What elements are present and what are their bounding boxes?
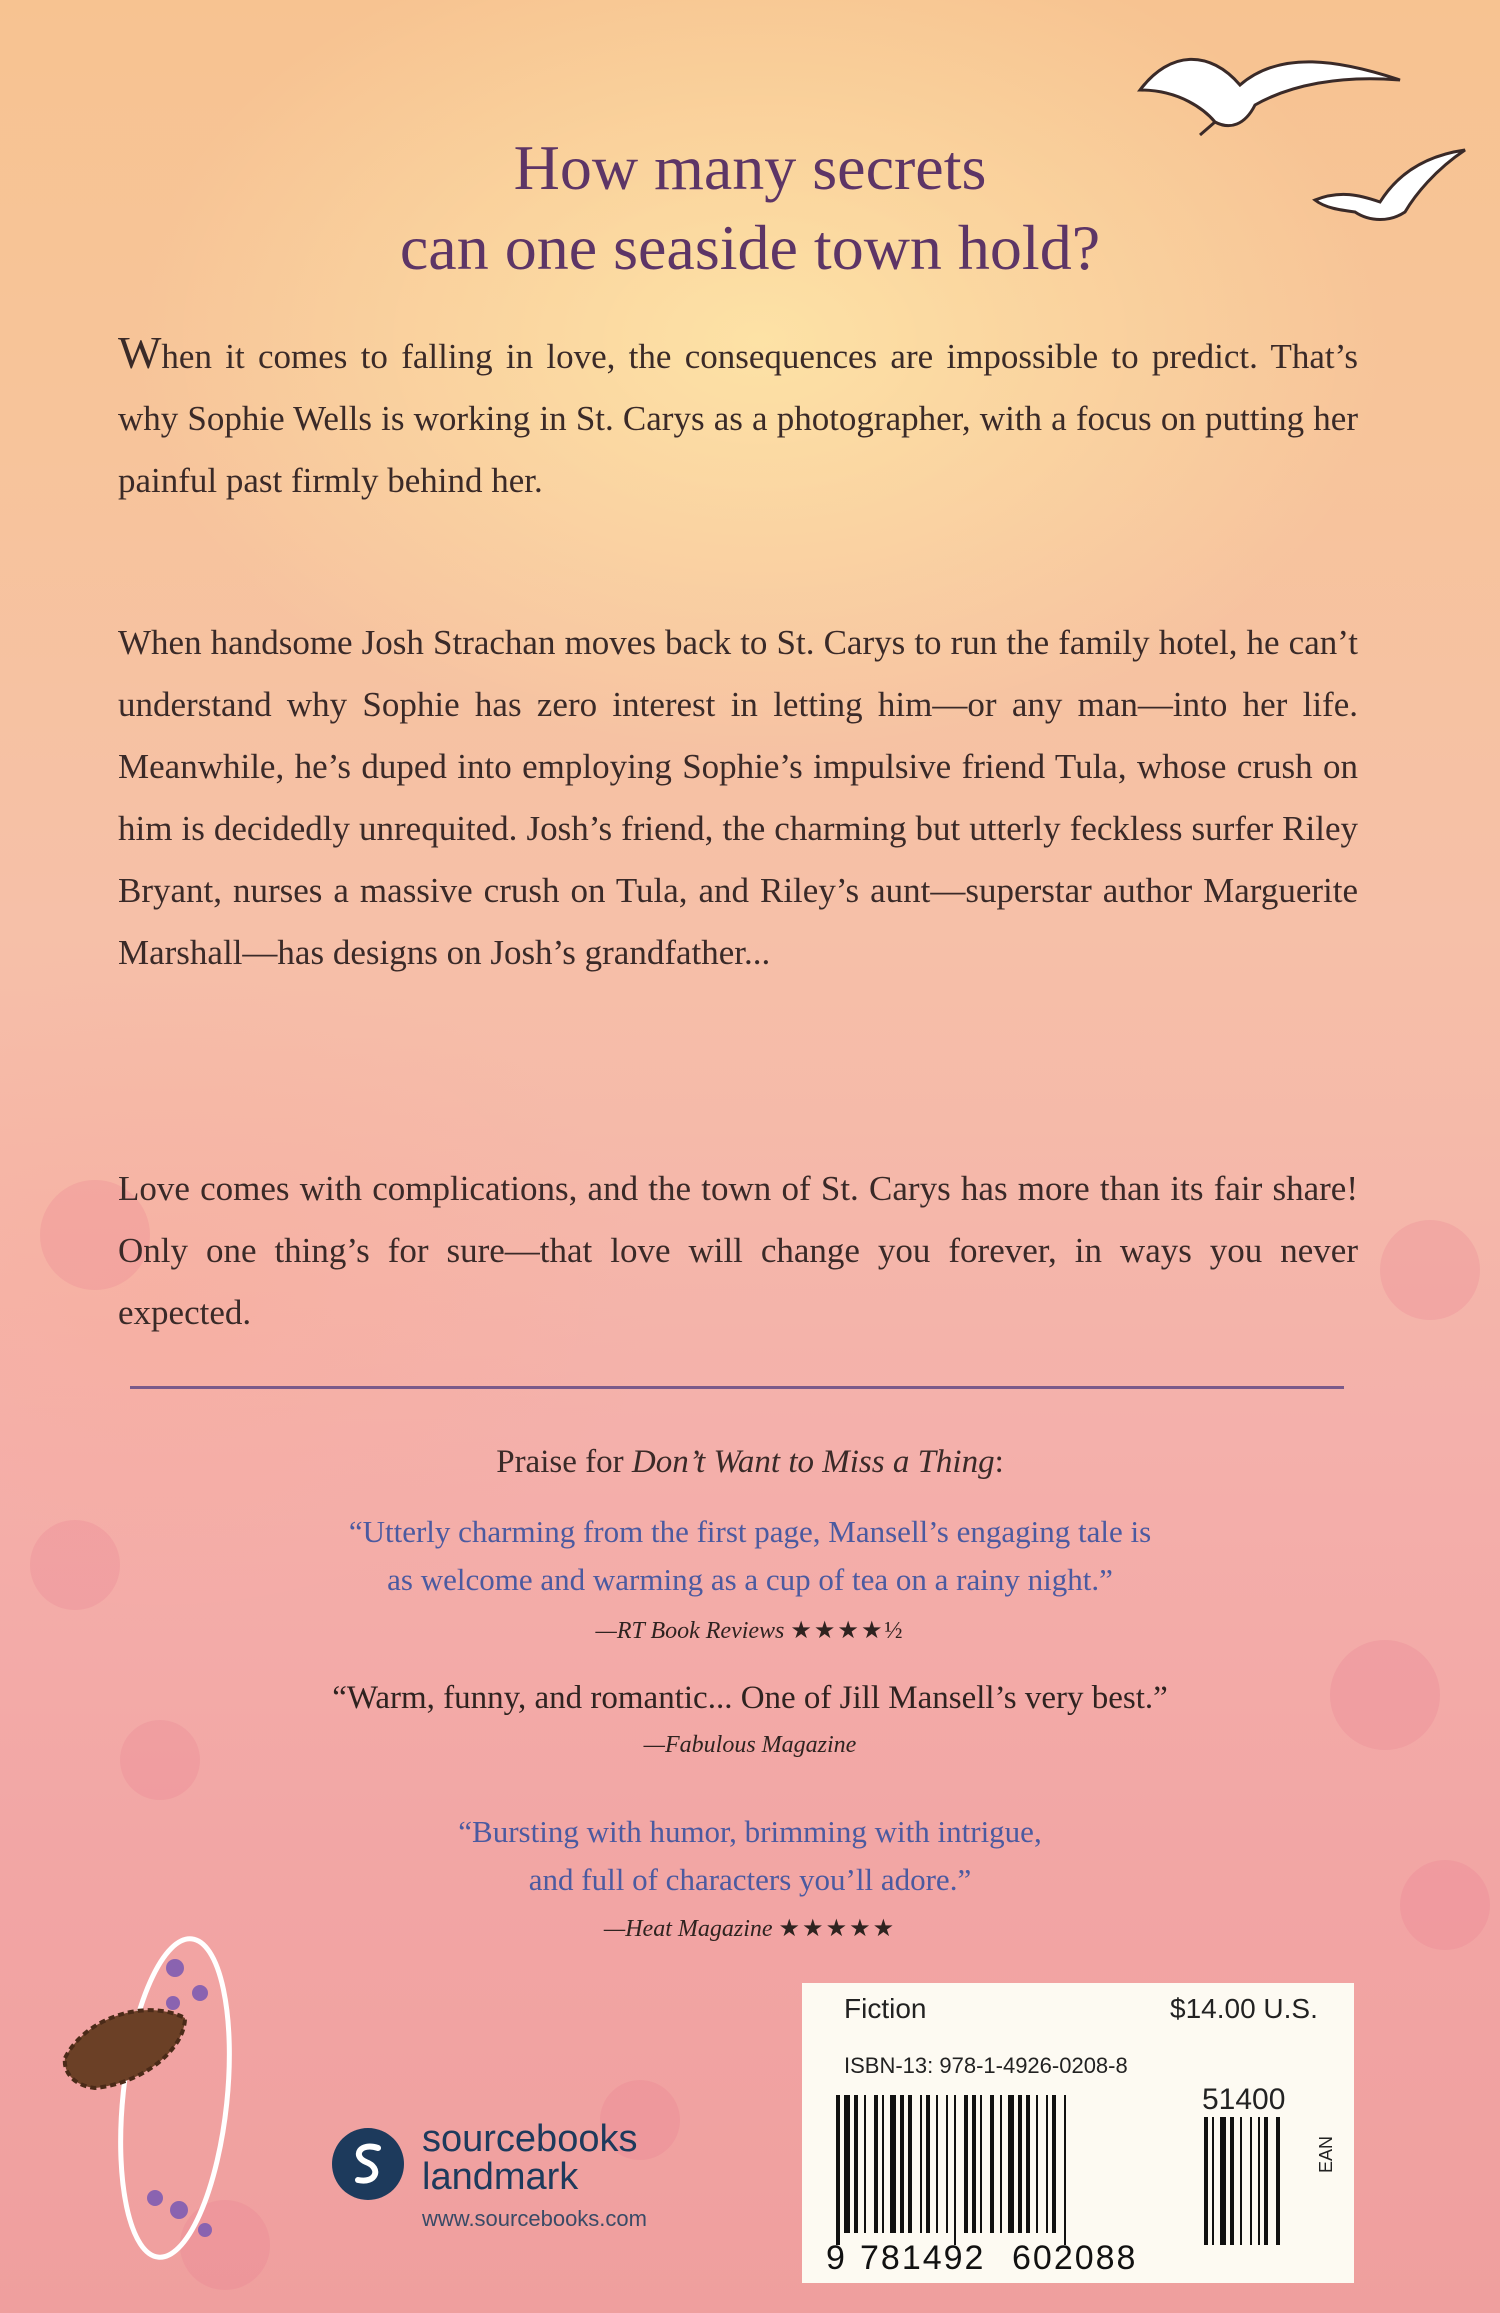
blurb-paragraph-2: When handsome Josh Strachan moves back to St. Carys to run the family hotel, he can’t understand why Sophie has zero interest in letting him—or any man—into her life. Meanwhile, he’s duped into employing Sophie’s impulsive friend Tula, whose crush on him is decidedly unrequited. Josh’s friend, the charming but utterly feckless surfer Riley Bryant, nurses a massive crush on Tula, and Riley’s aunt—superstar author Marguerite Marshall—has designs on Josh’s grandfather...: [118, 623, 1358, 972]
barcode-addon-bar: [1264, 2117, 1268, 2245]
barcode-bar: [844, 2095, 850, 2233]
background-dot: [30, 1520, 120, 1610]
drop-cap: W: [118, 327, 162, 378]
surfboard-icon: [55, 1908, 255, 2268]
praise-quote-1-stars: ★★★★½: [790, 1618, 905, 1644]
sourcebooks-logo-icon: [330, 2126, 406, 2202]
praise-quote-3: [150, 1808, 1350, 1904]
headline: [0, 128, 1500, 288]
barcode-bar: [946, 2095, 948, 2233]
blurb-paragraph-1: [118, 322, 1358, 512]
barcode-addon-bar: [1240, 2117, 1242, 2245]
genre-label: Fiction: [844, 1993, 927, 2024]
barcode-bar: [1036, 2095, 1038, 2233]
barcode-digits-left: 781492: [860, 2239, 986, 2277]
ean-label: EAN: [1316, 2135, 1336, 2173]
barcode-bar: [1008, 2095, 1014, 2233]
background-dot: [1380, 1220, 1480, 1320]
barcode-bar: [1018, 2095, 1022, 2233]
publisher-url: www.sourcebooks.com: [422, 2206, 647, 2231]
publisher-name: [422, 2120, 637, 2196]
barcode-bar: [890, 2095, 896, 2233]
praise-quote-1: [150, 1508, 1350, 1604]
barcode-bar: [854, 2095, 858, 2233]
barcode-bar: [936, 2095, 938, 2233]
praise-heading-suffix: :: [994, 1444, 1004, 1480]
background-dot: [1400, 1860, 1490, 1950]
headline-line-2: can one seaside town hold?: [399, 212, 1101, 283]
barcode-bar: [908, 2095, 912, 2233]
barcode-bars: [832, 2095, 1312, 2245]
barcode-bar: [980, 2095, 982, 2233]
praise-quote-3-source: —Heat Magazine: [603, 1916, 773, 1942]
barcode-addon-bar: [1230, 2117, 1234, 2245]
praise-heading: [0, 1440, 1500, 1484]
barcode-label: [802, 1983, 1354, 2283]
praise-quote-2-line-1: “Warm, funny, and romantic... One of Jill Mansell’s very best.”: [332, 1680, 1168, 1716]
barcode-bar: [836, 2095, 840, 2245]
barcode-bar: [1052, 2095, 1056, 2233]
blurb-paragraph-1-text: hen it comes to falling in love, the consequences are impossible to predict. That’s why Sophie Wells is working in St. Carys as a photographer, with a focus on putting her painful past firmly behind her.: [118, 337, 1358, 500]
barcode-bar: [926, 2095, 930, 2233]
barcode-addon-bar: [1204, 2117, 1208, 2245]
praise-quote-2-source: —Fabulous Magazine: [643, 1732, 857, 1758]
praise-quote-1-attribution: [150, 1614, 1350, 1648]
barcode-addon-bar: [1212, 2117, 1214, 2245]
barcode-bar: [864, 2095, 866, 2233]
barcode-bar: [972, 2095, 976, 2233]
publisher-name-line-1: sourcebooks: [422, 2118, 638, 2160]
blurb-paragraph-3: Love comes with complications, and the town of St. Carys has more than its fair share! Only one thing’s for sure—that love will change you forever, in ways you never expected.: [118, 1169, 1358, 1332]
divider: [130, 1386, 1344, 1389]
barcode-bar: [1064, 2095, 1066, 2245]
barcode-addon-bar: [1250, 2117, 1252, 2245]
barcode-bar: [954, 2095, 956, 2245]
price-label: $14.00 U.S.: [1170, 1993, 1318, 2024]
praise-quote-3-attribution: [150, 1912, 1350, 1946]
barcode-bar: [900, 2095, 904, 2233]
barcode-addon-bar: [1276, 2117, 1280, 2245]
praise-heading-prefix: Praise for: [496, 1444, 632, 1480]
barcode-addon-bar: [1258, 2117, 1260, 2245]
praise-heading-title: Don’t Want to Miss a Thing: [631, 1444, 995, 1480]
praise-quote-2: [150, 1674, 1350, 1722]
barcode-addon-bar: [1220, 2117, 1226, 2245]
price-code: 51400: [1202, 2083, 1286, 2116]
barcode-bar: [990, 2095, 994, 2233]
praise-quote-3-line-2: and full of characters you’ll adore.”: [528, 1862, 972, 1897]
barcode-bar: [1000, 2095, 1002, 2233]
praise-quote-1-line-1: “Utterly charming from the first page, Mansell’s engaging tale is: [348, 1514, 1152, 1549]
barcode-bar: [882, 2095, 884, 2233]
isbn-label: ISBN-13: 978-1-4926-0208-8: [844, 2053, 1128, 2078]
barcode-digit-lead: 9: [826, 2239, 847, 2277]
praise-quote-3-stars: ★★★★★: [778, 1916, 897, 1942]
barcode-bar: [874, 2095, 878, 2233]
barcode-bar: [1046, 2095, 1048, 2233]
praise-quote-2-attribution: [150, 1728, 1350, 1762]
publisher-block: [330, 2120, 750, 2240]
publisher-name-line-2: landmark: [422, 2156, 579, 2198]
headline-line-1: How many secrets: [513, 132, 987, 203]
barcode-bar: [920, 2095, 922, 2233]
praise-quote-3-line-1: “Bursting with humor, brimming with intrigue,: [458, 1814, 1042, 1849]
praise-quote-1-source: —RT Book Reviews: [595, 1618, 785, 1644]
barcode-bar: [964, 2095, 968, 2233]
barcode-digits-right: 602088: [1012, 2239, 1138, 2277]
barcode-bar: [1026, 2095, 1030, 2233]
praise-quote-1-line-2: as welcome and warming as a cup of tea on a rainy night.”: [387, 1562, 1113, 1597]
